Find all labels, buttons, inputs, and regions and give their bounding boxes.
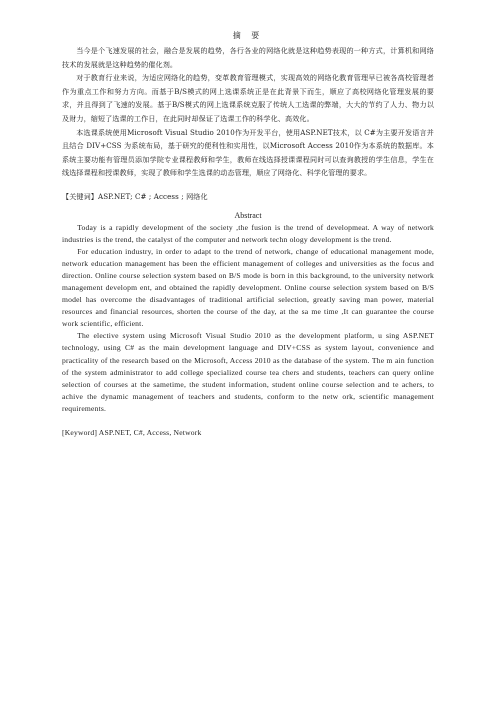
abstract-cn-paragraph-3: 本选课系统使用Microsoft Visual Studio 2010作为开发平台，使用ASP.NET技术，以 C#为主要开发语言并且结合 DIV+CSS 为系统布局，基于研究的便利性和实用性，以Microsoft Access 2010作为本系统的数据库。本系统主要功能有管理员添加学院专业课程教师和学生，教师在线选择授课课程同时可以查询教授的学生信息，学生在线选择课程和授课教师，实现了教师和学生选课的动态管理，顺应了网络化、科学化管理的要求。 [62, 127, 434, 178]
abstract-en-body [62, 222, 434, 440]
abstract-cn-title: 摘 要 [232, 31, 264, 40]
document-page [62, 30, 434, 439]
abstract-cn-keywords: 【关键词】ASP.NET; C# ; Access ; 网络化 [62, 191, 208, 201]
abstract-cn-paragraph-2: 对于教育行业来说，为适应网络化的趋势，变革教育管理模式，实现高效的网络化教育管理早已被各高校管理者作为重点工作和努力方向。而基于B/S模式的网上选课系统正是在此背景下而生，顺应了高校网络化管理发展的要求，并且得到了飞速的发展。基于B/S模式的网上选课系统克服了传统人工选课的弊端，大大的节约了人力、物力以及财力，缩短了选课的工作日，在此同时却保证了选课工作的科学化、高效化。 [62, 73, 434, 123]
abstract-en-paragraph-3: The elective system using Microsoft Visual Studio 2010 as the development platform, u sing ASP.NET technology, using C# as the main development language and DIV+CSS as system layout, convenience and practicality of the research based on the Microsoft, Access 2010 as the database of the system. The m ain function of the system administrator to add college specialized course tea chers and students, teachers can query online selection of courses at the sametime, the student information, student online course selection and te achers, to achive the dynamic management of teachers and students, conform to the netw ork, scientific management requirements. [62, 331, 434, 413]
abstract-en-keywords: [Keyword] ASP.NET, C#, Access, Network [62, 428, 202, 438]
abstract-en-paragraph-1: Today is a rapidly development of the society ,the fusion is the trend of developmeat. A way of network industries is the trend, the catalyst of the computer and network techn ology development is the trend. [62, 222, 434, 244]
abstract-en-title: Abstract [234, 210, 262, 220]
abstract-en-paragraph-2: For education industry, in order to adapt to the trend of network, change of educational management mode, network education management has been the efficient management of colleges and universities as the focus and direction. Online course selection system based on B/S mode is born in this background, to the university network management developm ent, and obtained the rapidly development. Online course selection system based on B/S model has overcome the disadvantages of traditional artificial selection, greatly saving man power, material resources and financial resources, shorten the course of the day, at the sa me time ,It can guarantee the course work scientific, efficient. [62, 246, 434, 329]
abstract-cn-body [62, 44, 434, 204]
abstract-cn-paragraph-1: 当今是个飞速发展的社会，融合是发展的趋势，各行各业的网络化就是这种趋势表现的一种方式，计算机和网络技术的发展就是这种趋势的催化剂。 [62, 46, 434, 69]
